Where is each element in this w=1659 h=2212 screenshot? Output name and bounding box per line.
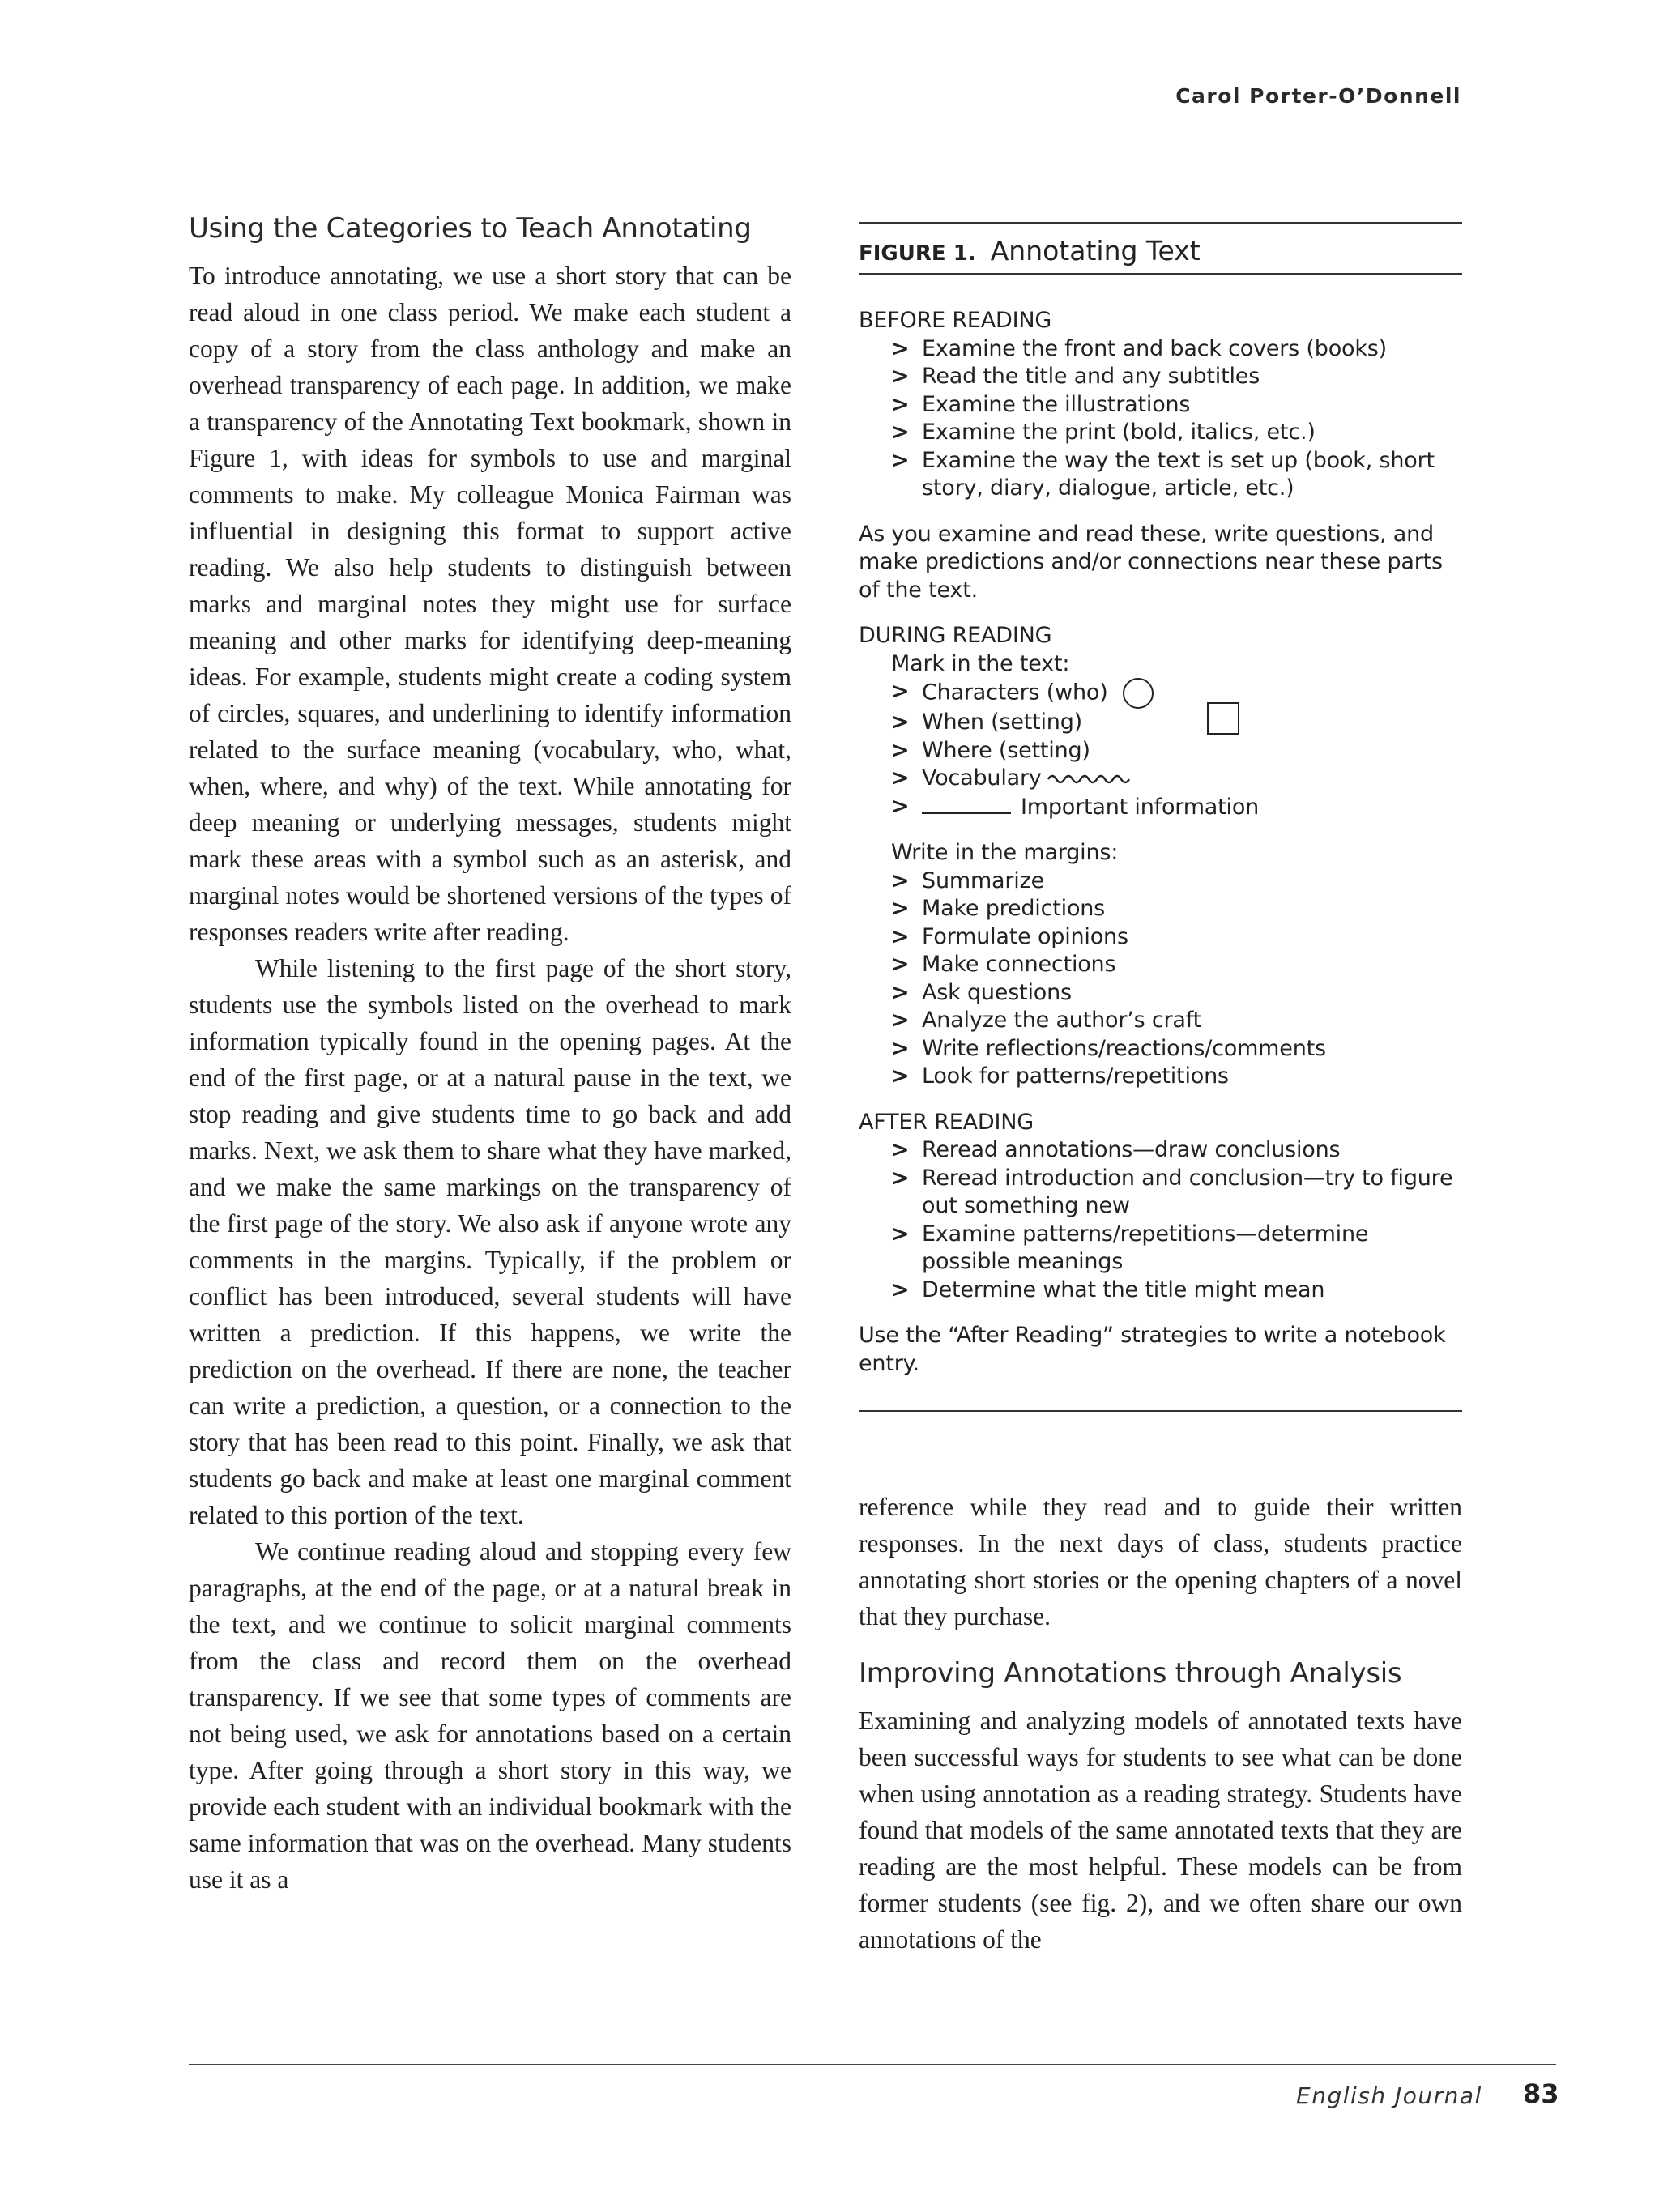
- list-item: [891, 979, 1462, 1008]
- arrow-icon: >: [891, 765, 910, 791]
- list-item: [891, 1165, 1462, 1221]
- arrow-icon: >: [891, 1137, 910, 1162]
- during-reading-section: [859, 622, 1462, 1109]
- list-item-text: Analyze the author’s craft: [922, 1008, 1201, 1033]
- write-in-margins-label: Write in the margins:: [891, 840, 1119, 865]
- list-item: [891, 765, 1462, 793]
- spacer: [859, 1091, 1462, 1109]
- list-item-text: Vocabulary: [922, 765, 1042, 791]
- list-item: [891, 793, 1462, 822]
- list-item-text: Make connections: [922, 952, 1116, 977]
- body-paragraph-3: We continue reading aloud and stopping every few paragraphs, at the end of the page, or at a natural break in the text, and we continue to solicit marginal comments from the class and record them on the overhead transparency. If we see that some types of comments are not being used, we ask for annotations based on a certain type. After going through a short story in this way, we provide each student with an individual bookmark with the same information that was on the overhead. Many students use it as a: [189, 1537, 791, 1894]
- list-item: [891, 1276, 1462, 1305]
- arrow-icon: >: [891, 952, 910, 977]
- body-paragraph-2: While listening to the first page of the short story, students use the symbols listed on the overhead to mark information typically found in the opening pages. At the end of the first page, or at a natural pause in the text, we stop reading and give students time to go back and add marks. Next, we ask them to share what they have marked, and we make the same markings on the transparency of the first page of the story. We also ask if anyone wrote any comments in the margins. Typically, if the problem or conflict has been introduced, several students will have written a prediction. If this happens, we write the prediction on the overhead. If there are none, the teacher can write a prediction, a question, or a connection to the story that has been read to this point. Finally, we ask that students go back and make at least one marginal comment related to this portion of the text.: [189, 954, 791, 1529]
- list-item: [891, 335, 1462, 364]
- circle-icon: [1123, 678, 1154, 709]
- list-item: [891, 363, 1462, 391]
- list-item-text: Examine patterns/repetitions—determine possible meanings: [922, 1221, 1369, 1274]
- left-column: [189, 212, 791, 1898]
- list-item-text: Look for patterns/repetitions: [922, 1063, 1229, 1089]
- body-paragraph-analysis: Examining and analyzing models of annotated texts have been successful ways for students to see what can be done when using annotation as a reading strategy. Students have found that models of the same annotated texts that they are reading are the most helpful. These models can be from former students (see fig. 2), and we often share our own annotations of the: [859, 1707, 1462, 1954]
- list-item: [891, 391, 1462, 420]
- list-item-text: Examine the front and back covers (books): [922, 335, 1387, 361]
- arrow-icon: >: [891, 1063, 910, 1089]
- list-item-text: Examine the illustrations: [922, 391, 1191, 417]
- write-in-margins-list: [891, 867, 1462, 1091]
- arrow-icon: >: [891, 1035, 910, 1061]
- list-item-text: Make predictions: [922, 896, 1106, 921]
- after-reading-heading: AFTER READING: [859, 1109, 1034, 1135]
- figure-annotating-text: [859, 222, 1462, 1412]
- page-number: 83: [1523, 2078, 1559, 2109]
- arrow-icon: >: [891, 896, 910, 921]
- squiggle-icon: [1047, 771, 1136, 787]
- list-item-text: Ask questions: [922, 979, 1072, 1005]
- list-item: [891, 1063, 1462, 1091]
- after-reading-note: Use the “After Reading” strategies to write a notebook entry.: [859, 1323, 1446, 1376]
- arrow-icon: >: [891, 364, 910, 389]
- footer-journal-name: English Journal: [1296, 2082, 1482, 2109]
- list-item: [891, 419, 1462, 447]
- arrow-icon: >: [891, 867, 910, 893]
- list-item: [891, 923, 1462, 952]
- after-reading-section: [859, 1109, 1462, 1379]
- list-item-text: Reread introduction and conclusion—try to figure out something new: [922, 1165, 1453, 1218]
- list-item-text: Important information: [1021, 794, 1260, 820]
- arrow-icon: >: [891, 1165, 910, 1191]
- arrow-icon: >: [891, 391, 910, 417]
- arrow-icon: >: [891, 710, 910, 735]
- list-item: [891, 1035, 1462, 1063]
- list-item-text: Characters (who): [922, 680, 1108, 705]
- spacer: [859, 821, 1462, 839]
- underline-icon: [922, 793, 1011, 814]
- list-item: [891, 709, 1462, 737]
- arrow-icon: >: [891, 335, 910, 361]
- during-reading-heading: DURING READING: [859, 623, 1052, 648]
- list-item-text: Write reflections/reactions/comments: [922, 1035, 1326, 1061]
- list-item-text: Reread annotations—draw conclusions: [922, 1137, 1341, 1162]
- figure-label: FIGURE 1.: [859, 241, 976, 266]
- figure-title: Annotating Text: [990, 235, 1201, 266]
- before-reading-list: [891, 335, 1462, 503]
- arrow-icon: >: [891, 979, 910, 1005]
- list-item: [891, 737, 1462, 765]
- list-item: [891, 678, 1462, 709]
- running-head-author: Carol Porter-O’Donnell: [1175, 84, 1461, 108]
- body-paragraph-1: To introduce annotating, we use a short story that can be read aloud in one class period. We make each student a copy of a story from the class anthology and make an overhead transparency of each page. In addition, we make a transparency of the Annotating Text bookmark, shown in Figure 1, with ideas for symbols to use and marginal comments to make. My colleague Monica Fairman was influential in designing this format to support active reading. We also help students to distinguish between marks and marginal notes they might use for surface meaning and other marks for identifying deep-meaning ideas. For example, students might create a coding system of circles, squares, and underlining to identify information related to the surface meaning (vocabulary, who, what, when, where, and why) of the text. While annotating for deep meaning or underlying messages, students might mark these areas with a symbol such as an asterisk, and marginal notes would be shortened versions of the types of responses readers write after reading.: [189, 262, 791, 946]
- arrow-icon: >: [891, 447, 910, 473]
- section-heading-analysis: Improving Annotations through Analysis: [859, 1657, 1402, 1690]
- arrow-icon: >: [891, 420, 910, 445]
- list-item-text: Where (setting): [922, 737, 1090, 763]
- arrow-icon: >: [891, 1221, 910, 1247]
- figure-title-row: [859, 224, 1462, 275]
- list-item: [891, 1221, 1462, 1276]
- list-item: [891, 951, 1462, 979]
- mark-in-text-list: [891, 678, 1462, 821]
- list-item-text: Examine the way the text is set up (book, short story, diary, dialogue, article, etc.): [922, 447, 1435, 501]
- list-item-text: Formulate opinions: [922, 923, 1128, 949]
- arrow-icon: >: [891, 793, 910, 819]
- arrow-icon: >: [891, 1276, 910, 1302]
- square-icon: [1207, 702, 1239, 735]
- right-column: [859, 1489, 1462, 1958]
- arrow-icon: >: [891, 923, 910, 949]
- list-item: [891, 895, 1462, 923]
- body-paragraph-continuation: reference while they read and to guide their written responses. In the next days of class, students practice annotating short stories or the opening chapters of a novel that they purchase.: [859, 1493, 1462, 1630]
- list-item: [891, 1007, 1462, 1035]
- list-item: [891, 447, 1462, 503]
- arrow-icon: >: [891, 679, 910, 704]
- before-reading-heading: BEFORE READING: [859, 308, 1052, 333]
- footer-rule: [189, 2064, 1556, 2065]
- arrow-icon: >: [891, 1008, 910, 1033]
- before-reading-note: As you examine and read these, write questions, and make predictions and/or connections near these parts of the text.: [859, 521, 1443, 603]
- list-item-text: Examine the print (bold, italics, etc.): [922, 420, 1316, 445]
- list-item-text: When (setting): [922, 710, 1082, 735]
- list-item-text: Determine what the title might mean: [922, 1276, 1325, 1302]
- arrow-icon: >: [891, 737, 910, 763]
- mark-in-text-label: Mark in the text:: [891, 650, 1070, 676]
- list-item: [891, 1136, 1462, 1165]
- list-item: [891, 867, 1462, 896]
- section-heading-categories: Using the Categories to Teach Annotating: [189, 212, 752, 245]
- before-reading-section: [859, 307, 1462, 604]
- list-item-text: Read the title and any subtitles: [922, 364, 1260, 389]
- after-reading-list: [891, 1136, 1462, 1304]
- figure-bottom-rule: [859, 1410, 1462, 1412]
- list-item-text: Summarize: [922, 867, 1044, 893]
